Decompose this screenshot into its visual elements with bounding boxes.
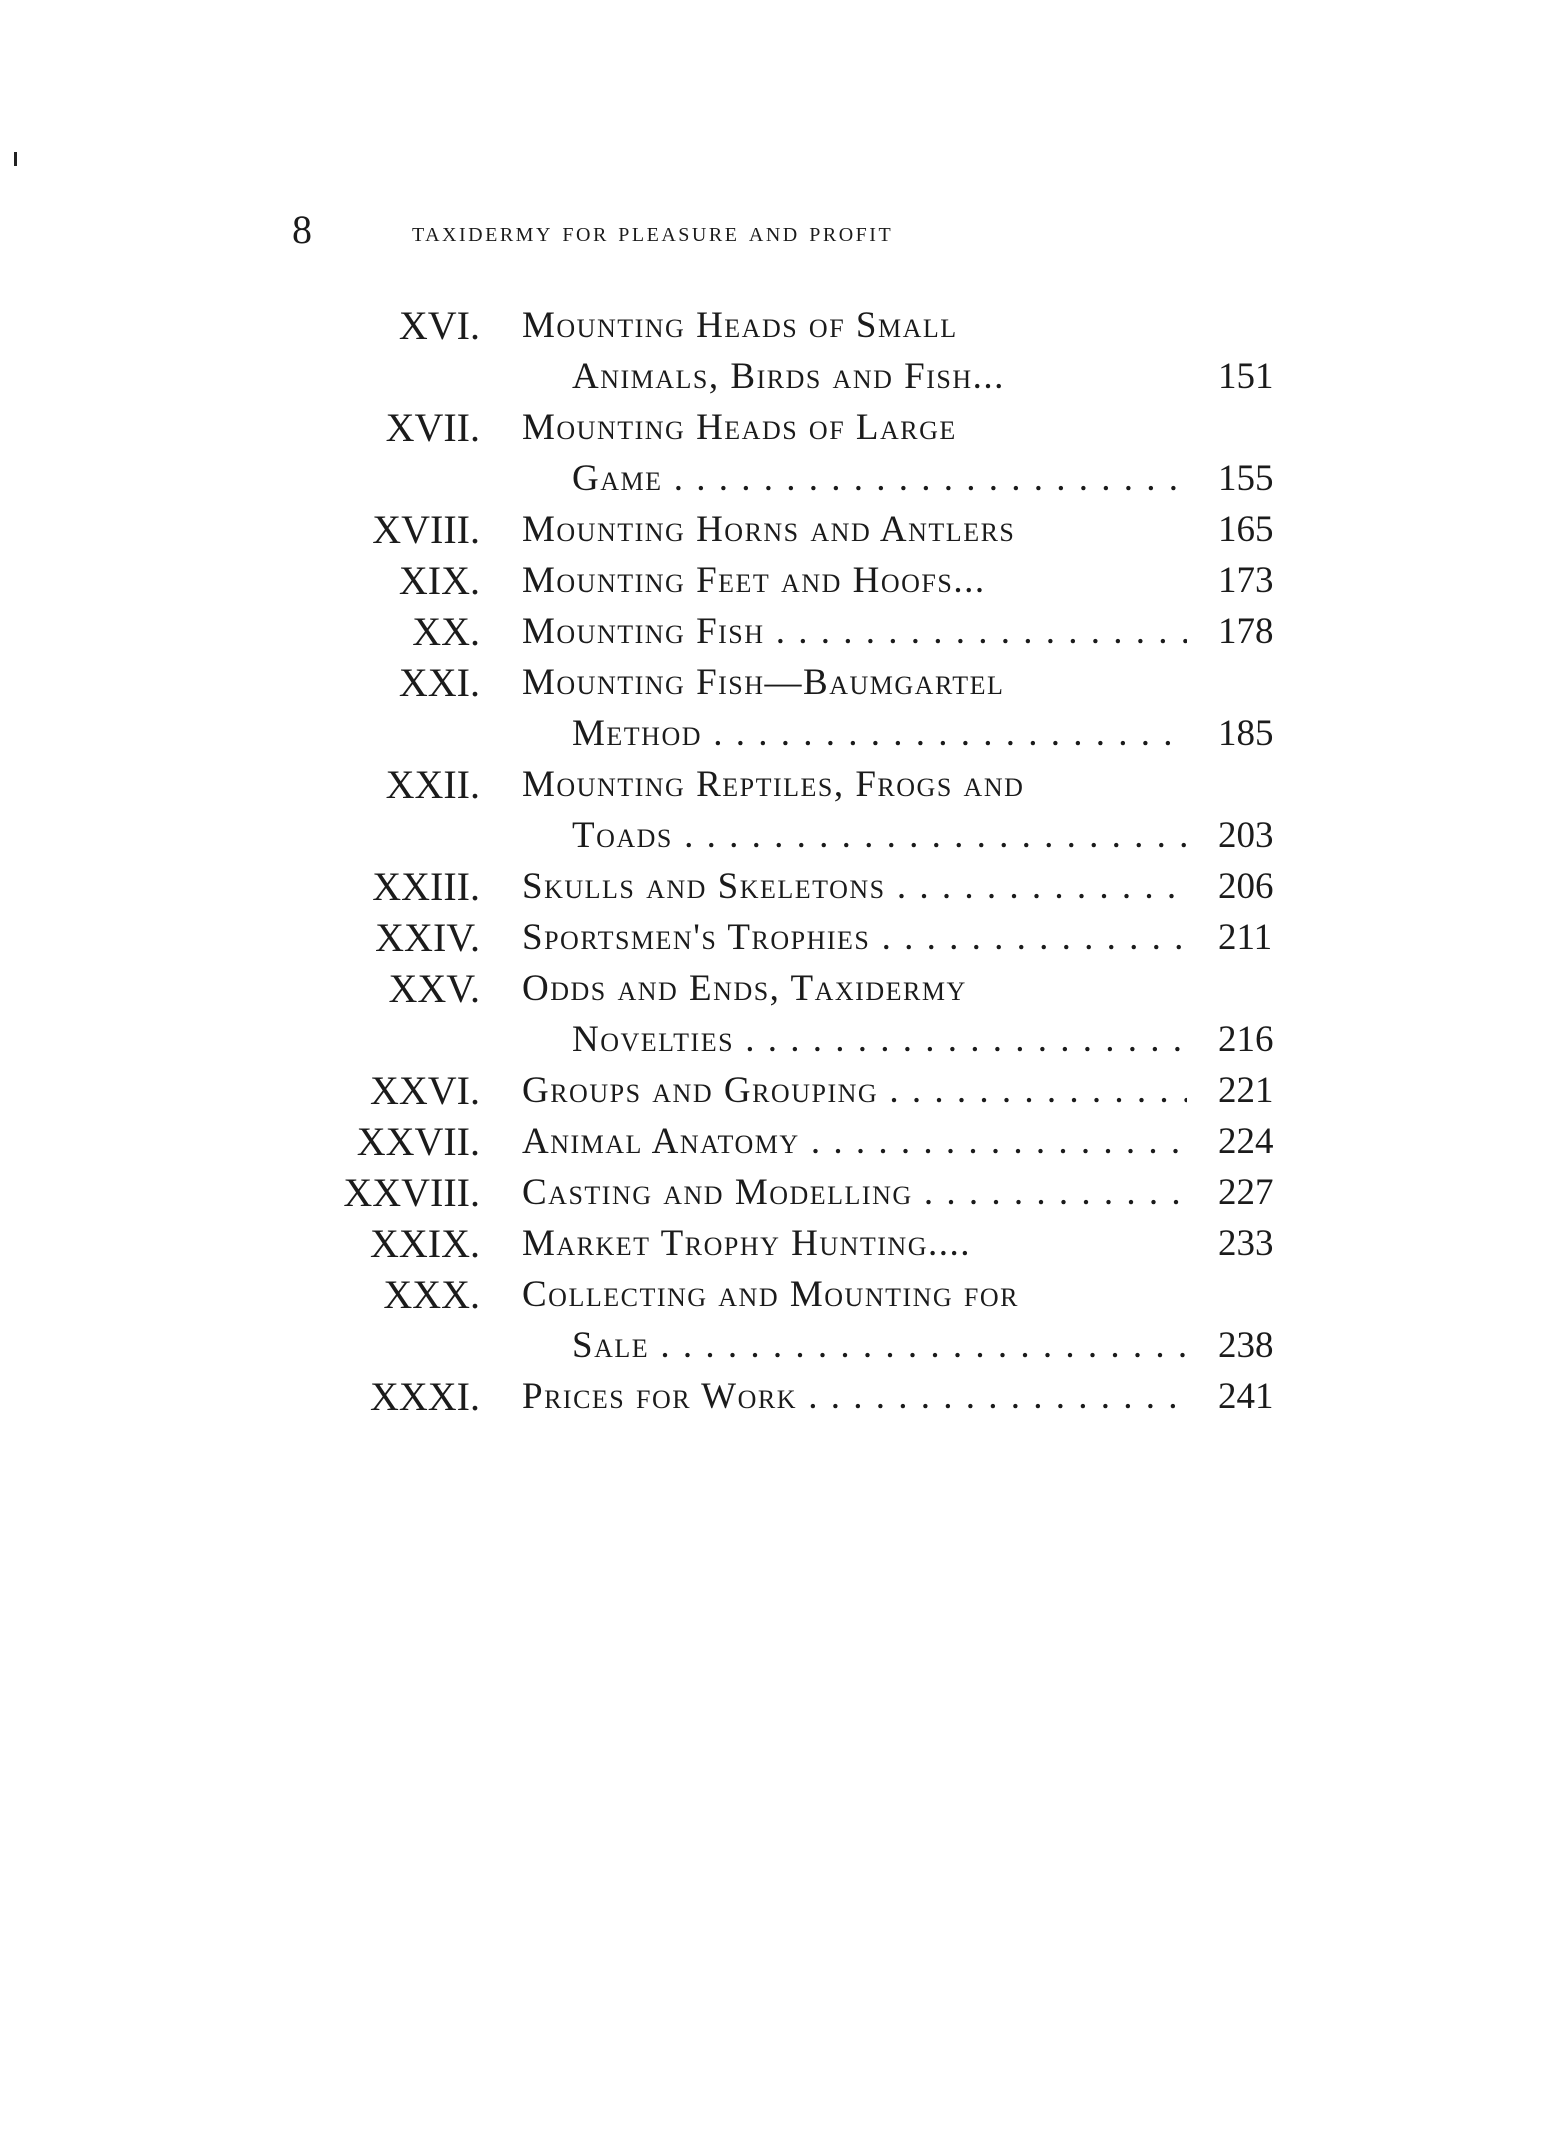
chapter-title: Mounting Reptiles, Frogs and	[522, 764, 1025, 805]
page-number: 8	[292, 207, 312, 252]
chapter-title	[522, 912, 1187, 963]
chapter-title-continued	[572, 453, 1187, 504]
chapter-title-continued	[572, 1014, 1187, 1065]
table-of-contents	[0, 300, 1548, 1422]
chapter-title-text: Animal Anatomy	[522, 1121, 800, 1162]
chapter-numeral: XVII.	[385, 405, 480, 450]
chapter-title-text: Mounting Fish	[522, 611, 765, 652]
toc-entry	[0, 912, 1548, 963]
chapter-title	[522, 1371, 1187, 1422]
chapter-title-text: Groups and Grouping	[522, 1070, 879, 1111]
running-title: taxidermy for pleasure and profit	[412, 217, 894, 248]
chapter-title: Mounting Heads of Large	[522, 407, 957, 448]
chapter-title: Market Trophy Hunting....	[522, 1223, 971, 1264]
chapter-numeral: XXIV.	[375, 915, 480, 960]
chapter-title-text: Sportsmen's Trophies	[522, 917, 871, 958]
chapter-title-text: Casting and Modelling	[522, 1172, 913, 1213]
page-reference: 206	[1218, 866, 1274, 907]
chapter-title-continued	[572, 708, 1187, 759]
chapter-title-continued	[572, 810, 1187, 861]
toc-entry	[0, 861, 1548, 912]
page-reference: 173	[1218, 560, 1274, 601]
chapter-numeral: XXIX.	[370, 1221, 480, 1266]
toc-entry	[0, 1269, 1548, 1371]
page-reference: 216	[1218, 1019, 1274, 1060]
page-reference: 185	[1218, 713, 1274, 754]
page-reference: 178	[1218, 611, 1274, 652]
chapter-title-text: Sale	[572, 1325, 650, 1366]
page-reference: 211	[1218, 917, 1273, 958]
chapter-title-continued: Animals, Birds and Fish...	[572, 356, 1005, 397]
toc-entry	[0, 606, 1548, 657]
chapter-numeral: XVIII.	[372, 507, 480, 552]
page-reference: 227	[1218, 1172, 1274, 1213]
chapter-title	[522, 1167, 1187, 1218]
page-reference: 221	[1218, 1070, 1274, 1111]
chapter-numeral: XVI.	[398, 303, 480, 348]
toc-entry	[0, 1218, 1548, 1269]
chapter-numeral: XXIII.	[372, 864, 480, 909]
page-reference: 155	[1218, 458, 1274, 499]
chapter-numeral: XXVI.	[370, 1068, 480, 1113]
chapter-numeral: XXX.	[383, 1272, 480, 1317]
chapter-numeral: XIX.	[398, 558, 480, 603]
page-reference: 238	[1218, 1325, 1274, 1366]
chapter-numeral: XXV.	[388, 966, 480, 1011]
chapter-numeral: XXVIII.	[343, 1170, 480, 1215]
chapter-numeral: XX.	[412, 609, 480, 654]
toc-entry	[0, 1116, 1548, 1167]
chapter-title-continued	[572, 1320, 1187, 1371]
page-reference: 151	[1218, 356, 1274, 397]
chapter-title-text: Method	[572, 713, 702, 754]
chapter-title: Mounting Feet and Hoofs...	[522, 560, 986, 601]
page-reference: 241	[1218, 1376, 1274, 1417]
page-reference: 233	[1218, 1223, 1274, 1264]
chapter-title	[522, 1065, 1187, 1116]
chapter-numeral: XXVII.	[356, 1119, 480, 1164]
chapter-title: Collecting and Mounting for	[522, 1274, 1020, 1315]
chapter-numeral: XXXI.	[370, 1374, 480, 1419]
chapter-title	[522, 606, 1187, 657]
chapter-title-text: Novelties	[572, 1019, 735, 1060]
chapter-title	[522, 1116, 1187, 1167]
scan-edge-mark	[14, 152, 17, 166]
toc-entry	[0, 300, 1548, 402]
chapter-title-text: Toads	[572, 815, 673, 856]
running-head	[292, 205, 1192, 255]
chapter-title-text: Skulls and Skeletons	[522, 866, 886, 907]
toc-entry	[0, 504, 1548, 555]
chapter-numeral: XXI.	[398, 660, 480, 705]
chapter-title: Mounting Heads of Small	[522, 305, 958, 346]
toc-entry	[0, 963, 1548, 1065]
chapter-title: Odds and Ends, Taxidermy	[522, 968, 967, 1009]
chapter-title-text: Prices for Work	[522, 1376, 797, 1417]
toc-entry	[0, 1167, 1548, 1218]
chapter-title-text: Game	[572, 458, 663, 499]
chapter-numeral: XXII.	[385, 762, 480, 807]
chapter-title	[522, 861, 1187, 912]
toc-entry	[0, 402, 1548, 504]
chapter-title: Mounting Fish—Baumgartel	[522, 662, 1005, 703]
page-reference: 165	[1218, 509, 1274, 550]
page-reference: 203	[1218, 815, 1274, 856]
toc-entry	[0, 759, 1548, 861]
toc-entry	[0, 1371, 1548, 1422]
toc-entry	[0, 555, 1548, 606]
toc-entry	[0, 657, 1548, 759]
page-reference: 224	[1218, 1121, 1274, 1162]
toc-entry	[0, 1065, 1548, 1116]
chapter-title: Mounting Horns and Antlers	[522, 509, 1016, 550]
